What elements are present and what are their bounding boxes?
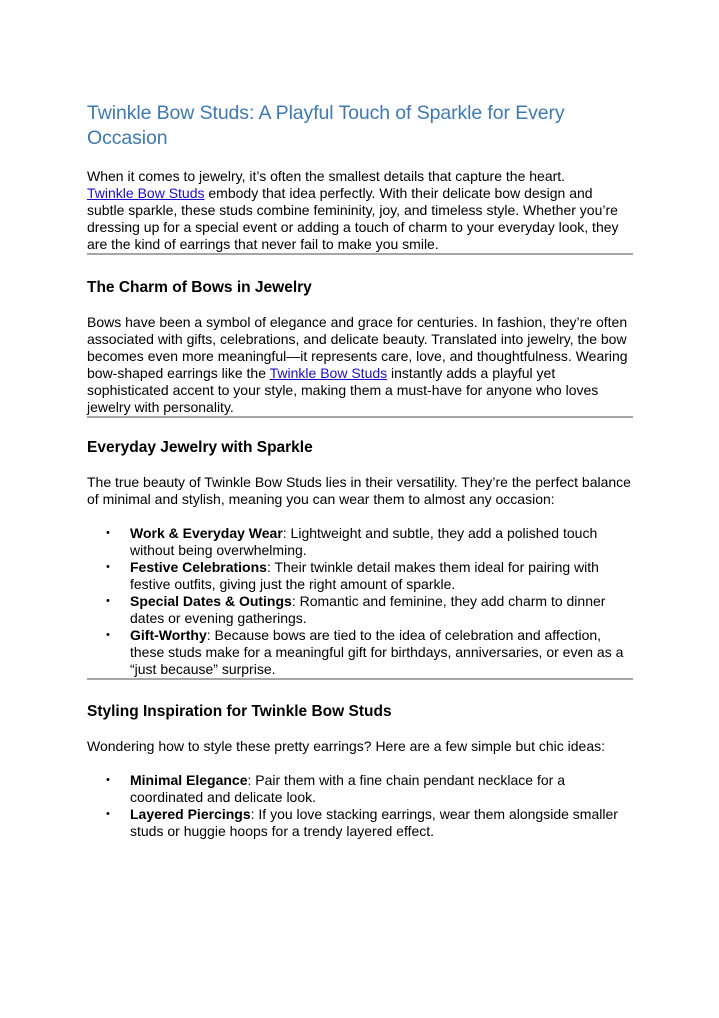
bullet-icon: • bbox=[106, 629, 110, 641]
intro-text-rest: embody that idea perfectly. With their delicate bow design and subtle sparkle, these studs combine femininity, joy, and timeless style. Whether you’re dressing up for a special event or adding a touch of charm to your everyday look, they are the kind of earrings that never fail to make you smile. bbox=[87, 185, 619, 252]
list-item bbox=[87, 559, 633, 593]
section-divider bbox=[87, 678, 633, 680]
occasion-list bbox=[87, 525, 633, 678]
charm-text-after: instantly adds a playful yet sophisticated accent to your style, making them a must-have for anyone who loves jewelry with personality. bbox=[87, 365, 599, 415]
intro-text-line1: When it comes to jewelry, it’s often the smallest details that capture the heart. bbox=[87, 168, 566, 184]
everyday-jewelry-paragraph: The true beauty of Twinkle Bow Studs lies in their versatility. They’re the perfect balance of minimal and stylish, meaning you can wear them to almost any occasion: bbox=[87, 474, 631, 507]
list-item-text: : Lightweight and subtle, they add a polished touch without being overwhelming. bbox=[130, 525, 598, 558]
list-item-title: Gift-Worthy bbox=[130, 627, 207, 643]
list-item-text: : Because bows are tied to the idea of celebration and affection, these studs make for a meaningful gift for birthdays, anniversaries, or even as a “just because” surprise. bbox=[130, 627, 624, 677]
styling-ideas-list bbox=[87, 772, 633, 840]
section-divider bbox=[87, 416, 633, 418]
list-item bbox=[87, 627, 633, 678]
document-title: Twinkle Bow Studs: A Playful Touch of Sparkle for Every Occasion bbox=[87, 102, 565, 149]
list-item bbox=[87, 806, 633, 840]
section-heading-styling-inspiration: Styling Inspiration for Twinkle Bow Studs bbox=[87, 703, 392, 720]
section-heading-charm-of-bows: The Charm of Bows in Jewelry bbox=[87, 279, 312, 296]
list-item-title: Layered Piercings bbox=[130, 806, 251, 822]
bullet-icon: • bbox=[106, 595, 110, 607]
twinkle-bow-studs-link[interactable]: Twinkle Bow Studs bbox=[269, 365, 388, 381]
list-item-text: : If you love stacking earrings, wear them alongside smaller studs or huggie hoops for a trendy layered effect. bbox=[130, 806, 618, 839]
list-item bbox=[87, 772, 633, 806]
charm-of-bows-paragraph bbox=[87, 314, 633, 416]
intro-paragraph bbox=[87, 168, 633, 253]
list-item bbox=[87, 593, 633, 627]
list-item-text: : Romantic and feminine, they add charm to dinner dates or evening gatherings. bbox=[130, 593, 606, 626]
document-page bbox=[87, 101, 633, 840]
styling-inspiration-paragraph: Wondering how to style these pretty earrings? Here are a few simple but chic ideas: bbox=[87, 738, 605, 754]
list-item-text: : Pair them with a fine chain pendant necklace for a coordinated and delicate look. bbox=[130, 772, 565, 805]
section-divider bbox=[87, 253, 633, 255]
bullet-icon: • bbox=[106, 774, 110, 786]
charm-text-before: Bows have been a symbol of elegance and grace for centuries. In fashion, they’re often associated with gifts, celebrations, and delicate beauty. Translated into jewelry, the bow becomes even more meaningful—it represents care, love, and thoughtfulness. Wearing bow-shaped earrings like the bbox=[87, 314, 628, 381]
twinkle-bow-studs-link[interactable]: Twinkle Bow Studs bbox=[87, 185, 205, 201]
bullet-icon: • bbox=[106, 561, 110, 573]
list-item-title: Festive Celebrations bbox=[130, 559, 267, 575]
section-heading-everyday-jewelry: Everyday Jewelry with Sparkle bbox=[87, 439, 313, 456]
list-item-text: : Their twinkle detail makes them ideal for pairing with festive outfits, giving just the right amount of sparkle. bbox=[130, 559, 599, 592]
list-item-title: Work & Everyday Wear bbox=[130, 525, 283, 541]
list-item-title: Minimal Elegance bbox=[130, 772, 248, 788]
bullet-icon: • bbox=[106, 527, 110, 539]
list-item-title: Special Dates & Outings bbox=[130, 593, 292, 609]
bullet-icon: • bbox=[106, 808, 110, 820]
list-item bbox=[87, 525, 633, 559]
